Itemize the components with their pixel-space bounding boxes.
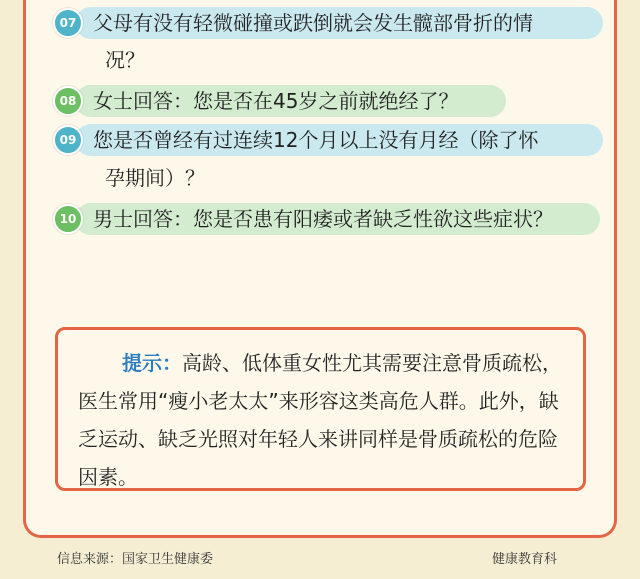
question-07-badge: 07	[53, 8, 83, 38]
question-07-bar	[75, 7, 603, 39]
tip-text: 高龄、低体重女性尤其需要注意骨质疏松，医生常用“瘦小老太太”来形容这类高危人群。此外，缺乏运动、缺乏光照对年轻人来讲同样是骨质疏松的危险因素。	[78, 351, 562, 489]
question-10-badge: 10	[53, 204, 83, 234]
question-08-text: 女士回答：您是否在45岁之前就绝经了？	[93, 89, 459, 113]
question-07-text-line2: 况？	[105, 48, 145, 72]
question-09-text-line2: 孕期间）？	[105, 166, 205, 190]
question-09-bar	[75, 124, 603, 156]
footer-brand: 健康教育科	[492, 552, 558, 567]
question-10-bar	[75, 203, 600, 235]
question-08-bar	[75, 85, 506, 117]
tip-box	[55, 327, 586, 491]
question-10-text: 男士回答：您是否患有阳痿或者缺乏性欲这些症状？	[93, 207, 553, 231]
question-07-text-line1: 父母有没有轻微碰撞或跌倒就会发生髋部骨折的情	[93, 11, 533, 35]
question-09-badge: 09	[53, 125, 83, 155]
tip-label: 提示：	[122, 351, 182, 375]
question-09-text-line1: 您是否曾经有过连续12个月以上没有月经（除了怀	[93, 128, 539, 152]
question-08-badge: 08	[53, 86, 83, 116]
footer-source: 信息来源：国家卫生健康委	[57, 552, 214, 567]
